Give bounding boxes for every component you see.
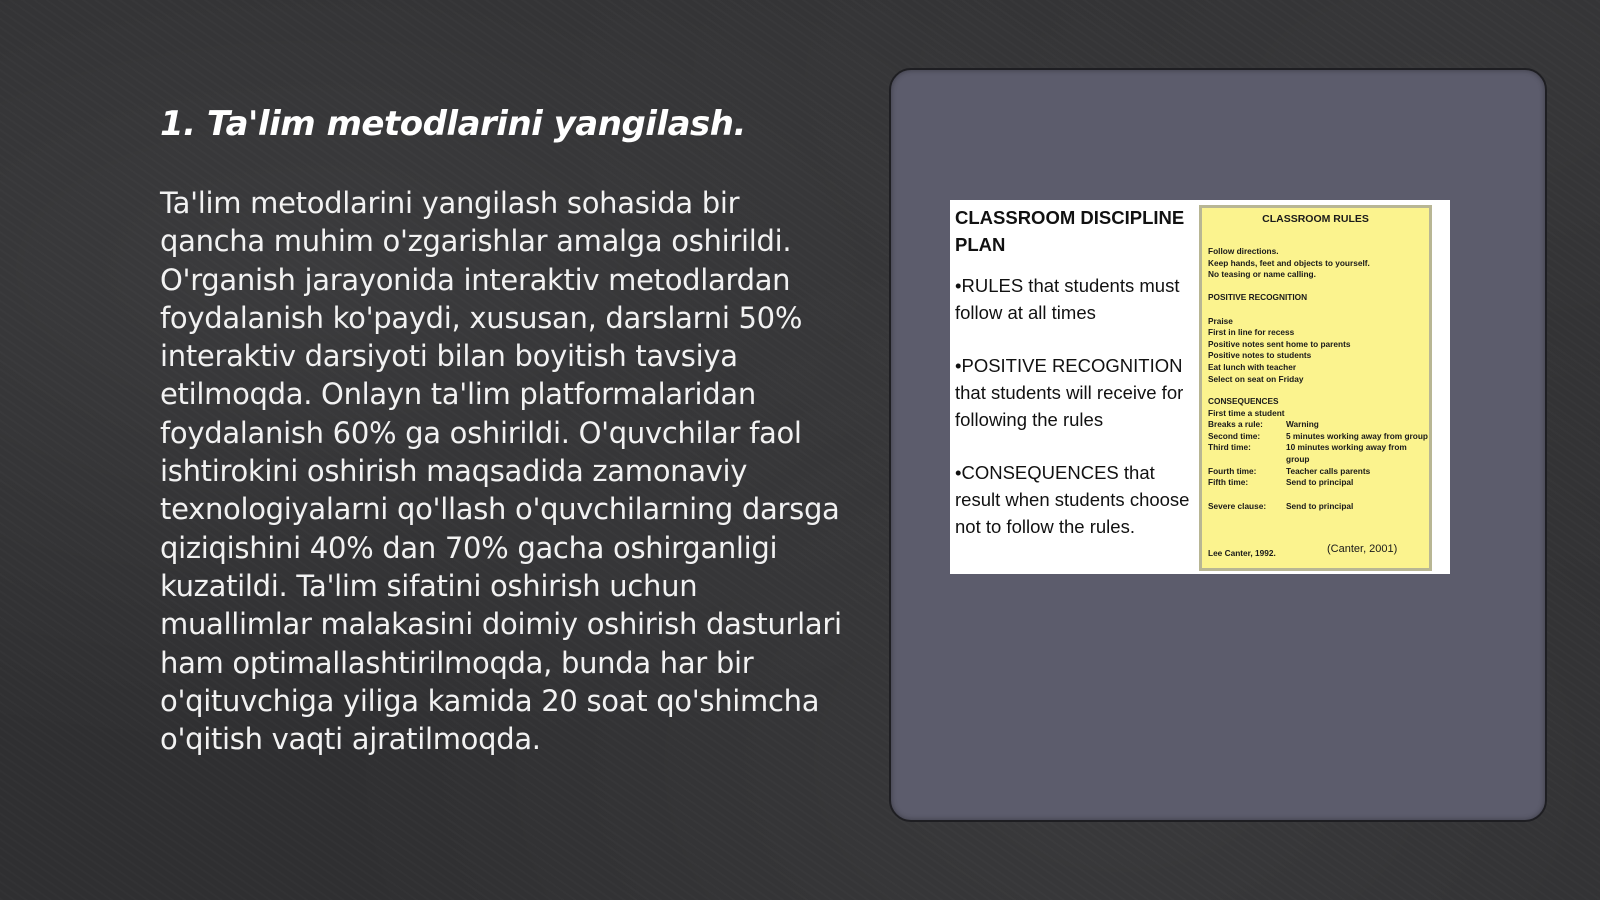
slide-body-text: Ta'lim metodlarini yangilash sohasida bir qancha muhim o'zgarishlar amalga oshirildi. O'rganish jarayonida interaktiv metodlardan foydalanish ko'paydi, xususan, darslarni 50% interaktiv darsiyoti bilan boyitish tavsiya etilmoqda. Onlayn ta'lim platformalaridan foydalanish 60% ga oshirildi. O'quvchilar faol ishtirokini oshirish maqsadida zamonaviy texnologiyalarni qo'llash o'quvchilarning darsga qiziqishini 40% dan 70% gacha oshirganligi kuzatildi. Ta'lim sifatini oshirish uchun muallimlar malakasini doimiy oshirish dasturlari ham optimallashtirilmoqda, bunda har bir o'qituvchiga yiliga kamida 20 soat qo'shimcha o'qitish vaqti ajratilmoqda. (160, 186, 842, 757)
severe-clause-when: Severe clause: (1208, 500, 1267, 511)
rule-item: Keep hands, feet and objects to yourself. (1208, 257, 1370, 268)
recognition-item: Positive notes to students (1208, 350, 1312, 361)
rule-item: No teasing or name calling. (1208, 269, 1316, 280)
rules-citation: (Canter, 2001) (1327, 543, 1398, 555)
consequence-what: 5 minutes working away from group (1286, 430, 1428, 441)
rules-list (1208, 246, 1428, 281)
severe-clause-row (1208, 501, 1428, 513)
consequence-when: Fourth time: (1208, 465, 1257, 476)
consequence-when: Second time: (1208, 430, 1261, 441)
consequence-when: Third time: (1208, 442, 1251, 453)
consequences-list (1208, 396, 1428, 512)
recognition-item: Eat lunch with teacher (1208, 361, 1297, 372)
consequences-heading: CONSEQUENCES (1208, 396, 1279, 406)
rule-item: Follow directions. (1208, 246, 1279, 256)
severe-clause-what: Send to principal (1286, 500, 1354, 511)
consequence-row (1208, 466, 1428, 478)
poster-point-consequences: •CONSEQUENCES that result when students choose not to follow the rules. (955, 462, 1190, 537)
consequence-when: Fifth time: (1208, 477, 1249, 488)
discipline-plan-image (950, 200, 1450, 574)
consequence-what: 10 minutes working away from group (1286, 442, 1407, 464)
rules-author: Lee Canter, 1992. (1208, 548, 1276, 558)
consequence-row (1208, 419, 1428, 431)
discipline-plan-text (955, 204, 1195, 566)
consequence-what: Teacher calls parents (1286, 465, 1371, 476)
consequence-row (1208, 442, 1428, 465)
recognition-list (1208, 292, 1428, 385)
recognition-heading: POSITIVE RECOGNITION (1208, 292, 1308, 302)
consequence-row (1208, 431, 1428, 443)
classroom-rules-card (1199, 205, 1432, 571)
rules-card-title: CLASSROOM RULES (1262, 213, 1369, 225)
consequences-intro: First time a student (1208, 407, 1285, 418)
consequence-what: Send to principal (1286, 477, 1354, 488)
slide-title: 1. Ta'lim metodlarini yangilash. (160, 104, 746, 144)
recognition-item: Positive notes sent home to parents (1208, 338, 1351, 349)
poster-point-recognition: •POSITIVE RECOGNITION that students will receive for following the rules (955, 355, 1184, 430)
poster-point-rules: •RULES that students must follow at all times (955, 275, 1180, 323)
consequence-what: Warning (1286, 419, 1319, 430)
recognition-item: First in line for recess (1208, 327, 1295, 338)
consequence-when: Breaks a rule: (1208, 419, 1263, 430)
recognition-item: Praise (1208, 315, 1233, 326)
consequence-row (1208, 477, 1428, 489)
recognition-item: Select on seat on Friday (1208, 373, 1304, 384)
poster-heading: CLASSROOM DISCIPLINE PLAN (955, 207, 1185, 255)
